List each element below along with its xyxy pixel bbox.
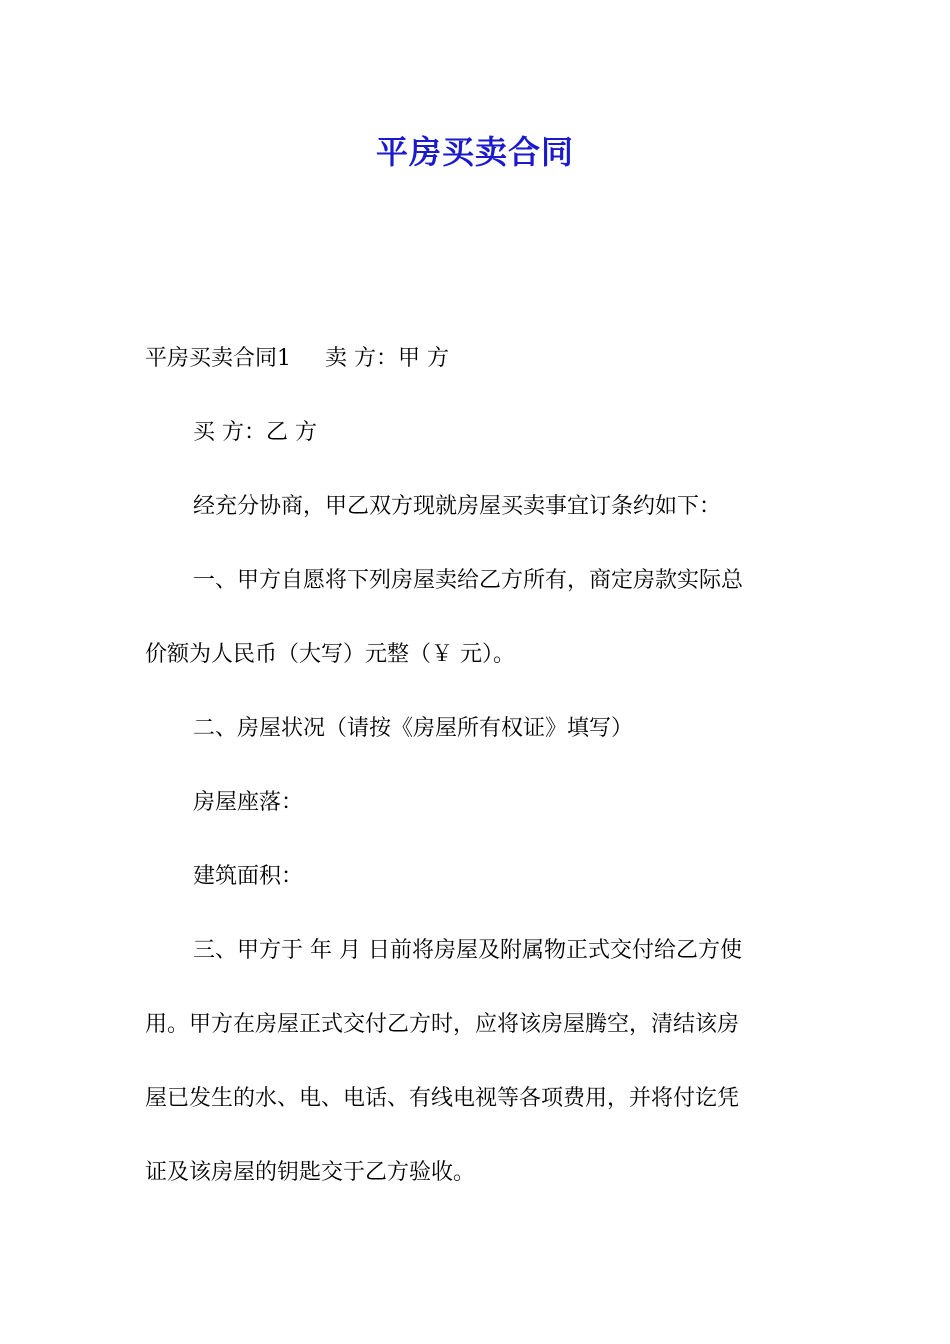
clause-1-line-1: 一、甲方自愿将下列房屋卖给乙方所有，商定房款实际总 — [193, 568, 744, 593]
clause-3-line-3: 屋已发生的水、电、电话、有线电视等各项费用，并将付讫凭 — [145, 1086, 740, 1111]
clause-1-line-2: 价额为人民币（大写）元整（￥ 元）。 — [145, 642, 515, 667]
buyer-line: 买 方：乙 方 — [193, 420, 317, 445]
clause-3-line-2: 用。甲方在房屋正式交付乙方时，应将该房屋腾空，清结该房 — [145, 1012, 740, 1037]
seller-label: 卖 方：甲 方 — [325, 346, 449, 371]
intro-paragraph: 经充分协商，甲乙双方现就房屋买卖事宜订条约如下： — [193, 494, 722, 519]
house-location-field: 房屋座落： — [193, 790, 304, 815]
contract-heading-label: 平房买卖合同1 — [145, 346, 291, 371]
clause-3-line-1: 三、甲方于 年 月 日前将房屋及附属物正式交付给乙方使 — [193, 938, 742, 963]
clause-2: 二、房屋状况（请按《房屋所有权证》填写） — [193, 716, 634, 741]
document-title: 平房买卖合同 — [375, 133, 574, 171]
building-area-field: 建筑面积： — [193, 864, 304, 889]
document-body — [145, 340, 810, 1228]
clause-3-line-4: 证及该房屋的钥匙交于乙方验收。 — [145, 1160, 476, 1185]
seller-line — [145, 340, 810, 378]
